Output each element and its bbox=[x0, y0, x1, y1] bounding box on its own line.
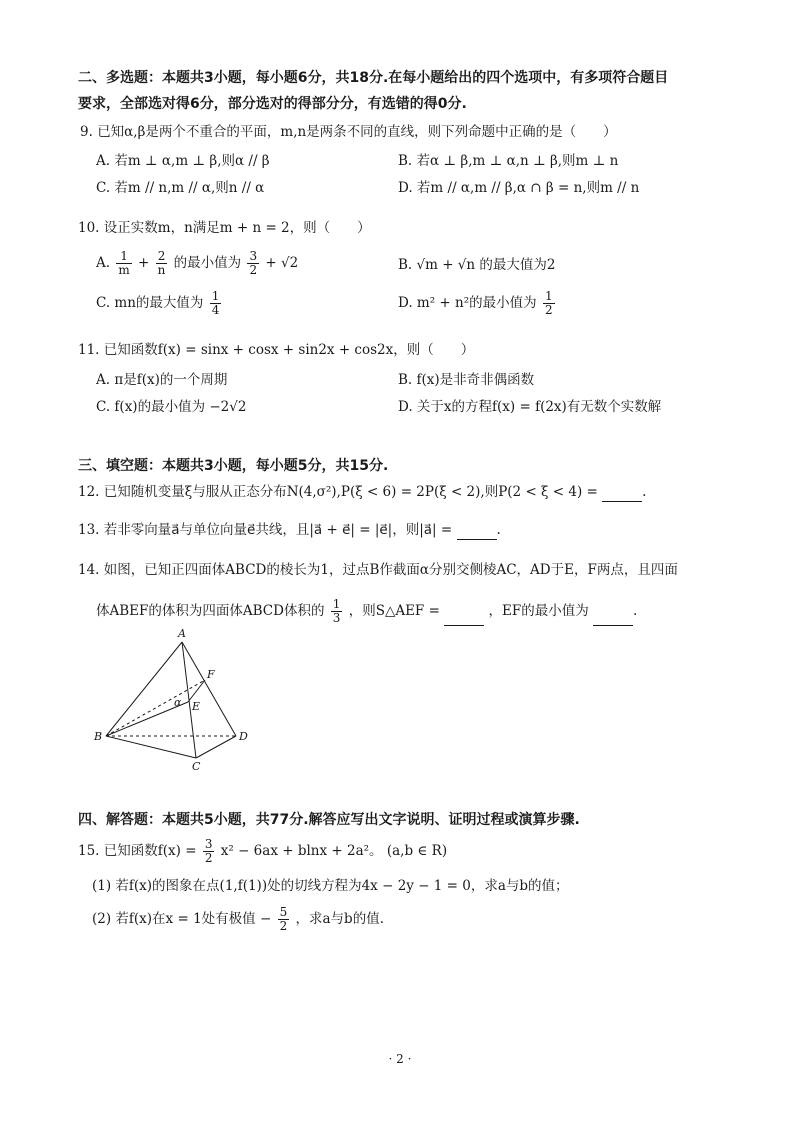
label-d: D bbox=[239, 730, 248, 743]
option-text: 的最小值为 bbox=[173, 255, 242, 271]
period: . bbox=[633, 603, 638, 619]
option-text: D. m² + n²的最小值为 bbox=[398, 295, 537, 311]
section-2-title-cont: 要求，全部选对得6分，部分选对的得部分分，有选错的得0分. bbox=[78, 96, 467, 112]
fraction bbox=[278, 906, 290, 933]
question-13 bbox=[78, 520, 501, 540]
q11-option-c: C. f(x)的最小值为 −2√2 bbox=[96, 399, 247, 415]
page-number: · 2 · bbox=[388, 1052, 412, 1066]
denominator: 2 bbox=[544, 303, 553, 317]
denominator: 2 bbox=[279, 919, 288, 933]
label-b: B bbox=[94, 730, 103, 743]
q11-option-a: A. π是f(x)的一个周期 bbox=[96, 372, 228, 388]
option-text: + √2 bbox=[265, 255, 299, 271]
section-3-title: 三、填空题：本题共3小题，每小题5分，共15分. bbox=[78, 458, 389, 474]
question-stem: 设正实数m，n满足m + n = 2，则（ ） bbox=[103, 220, 371, 236]
numerator: 3 bbox=[249, 249, 258, 263]
label-f: F bbox=[207, 668, 215, 681]
fraction bbox=[156, 250, 168, 277]
question-text: 已知函数f(x) = bbox=[103, 843, 197, 859]
q10-option-a bbox=[96, 250, 298, 277]
q11-option-d: D. 关于x的方程f(x) = f(2x)有无数个实数解 bbox=[398, 399, 662, 415]
question-14 bbox=[78, 560, 678, 580]
question-text: 体ABEF的体积为四面体ABCD体积的 bbox=[96, 603, 325, 619]
label-c: C bbox=[192, 760, 201, 772]
question-15 bbox=[78, 836, 447, 866]
q10-option-c bbox=[96, 290, 223, 317]
section-4-title: 四、解答题：本题共5小题，共77分.解答应写出文字说明、证明过程或演算步骤. bbox=[78, 812, 580, 828]
label-e: E bbox=[192, 700, 201, 713]
numerator: 5 bbox=[279, 905, 288, 919]
q9-option-a: A. 若m ⊥ α,m ⊥ β,则α // β bbox=[96, 153, 270, 169]
denominator: 2 bbox=[204, 851, 213, 865]
answer-blank bbox=[444, 611, 484, 626]
fraction bbox=[247, 250, 259, 277]
edge-cd bbox=[196, 736, 236, 758]
option-text: C. mn的最大值为 bbox=[96, 295, 204, 311]
question-10 bbox=[78, 218, 371, 238]
denominator: n bbox=[157, 263, 166, 277]
tetrahedron-figure bbox=[92, 622, 262, 772]
q10-option-d bbox=[398, 290, 557, 317]
q15-part-2 bbox=[92, 904, 384, 934]
question-stem: 已知α,β是两个不重合的平面，m,n是两条不同的直线，则下列命题中正确的是（ ） bbox=[97, 124, 617, 140]
question-text: ，EF的最小值为 bbox=[488, 603, 589, 619]
edge-bc bbox=[106, 736, 196, 758]
question-11 bbox=[78, 340, 474, 360]
period: . bbox=[642, 484, 647, 500]
fraction bbox=[116, 250, 131, 277]
question-text: (2) 若f(x)在x = 1处有极值 − bbox=[92, 911, 272, 927]
denominator: m bbox=[118, 263, 130, 277]
numerator: 3 bbox=[204, 837, 213, 851]
question-text: ，则S△AEF = bbox=[348, 603, 440, 619]
label-alpha: α bbox=[174, 696, 182, 709]
question-number: 15. bbox=[78, 843, 100, 859]
question-number: 12. bbox=[78, 484, 100, 500]
answer-blank bbox=[602, 487, 642, 502]
question-stem: 已知随机变量ξ与服从正态分布N(4,σ²),P(ξ < 6) = 2P(ξ < 2),则P(2 < ξ < 4) = bbox=[103, 484, 598, 500]
denominator: 3 bbox=[332, 611, 341, 625]
question-text: ，求a与b的值. bbox=[295, 911, 384, 927]
fraction bbox=[210, 290, 222, 317]
section-2-title: 二、多选题：本题共3小题，每小题6分，共18分.在每小题给出的四个选项中，有多项符合题目 bbox=[78, 70, 669, 86]
question-stem: 已知函数f(x) = sinx + cosx + sin2x + cos2x，则（ ） bbox=[103, 342, 475, 358]
question-9 bbox=[80, 122, 617, 142]
numerator: 1 bbox=[211, 289, 220, 303]
question-text: x² − 6ax + blnx + 2a²。 (a,b ∈ R) bbox=[220, 843, 448, 859]
period: . bbox=[496, 522, 501, 538]
denominator: 4 bbox=[211, 303, 220, 317]
edge-ab bbox=[106, 642, 182, 736]
numerator: 1 bbox=[116, 250, 131, 264]
question-stem: 如图，已知正四面体ABCD的棱长为1，过点B作截面α分别交侧棱AC，AD于E，F两点，且四面 bbox=[103, 562, 678, 578]
numerator: 1 bbox=[332, 597, 341, 611]
question-number: 9. bbox=[80, 124, 93, 140]
numerator: 1 bbox=[544, 289, 553, 303]
q15-part-1: (1) 若f(x)的图象在点(1,f(1))处的切线方程为4x − 2y − 1 = 0，求a与b的值； bbox=[92, 878, 569, 894]
q11-option-b: B. f(x)是非奇非偶函数 bbox=[398, 372, 535, 388]
option-label: A. bbox=[96, 255, 111, 271]
q10-option-b: B. √m + √n 的最大值为2 bbox=[398, 257, 556, 273]
question-number: 10. bbox=[78, 220, 100, 236]
segment-ef bbox=[188, 680, 205, 702]
fraction bbox=[203, 838, 215, 865]
q9-option-c: C. 若m // n,m // α,则n // α bbox=[96, 180, 265, 196]
question-number: 11. bbox=[78, 342, 100, 358]
answer-blank bbox=[457, 525, 497, 540]
question-12 bbox=[78, 482, 646, 502]
denominator: 2 bbox=[249, 263, 258, 277]
fraction bbox=[331, 598, 343, 625]
numerator: 2 bbox=[156, 250, 168, 264]
question-number: 13. bbox=[78, 522, 100, 538]
q9-option-b: B. 若α ⊥ β,m ⊥ α,n ⊥ β,则m ⊥ n bbox=[398, 153, 619, 169]
label-a: A bbox=[178, 627, 186, 640]
question-number: 14. bbox=[78, 562, 100, 578]
plus-sign: + bbox=[138, 255, 150, 271]
question-stem: 若非零向量a⃗与单位向量e⃗共线，且|a⃗ + e⃗| = |e⃗|，则|a⃗| = bbox=[103, 522, 453, 538]
fraction bbox=[543, 290, 555, 317]
q9-option-d: D. 若m // α,m // β,α ∩ β = n,则m // n bbox=[398, 180, 640, 196]
answer-blank bbox=[593, 611, 633, 626]
